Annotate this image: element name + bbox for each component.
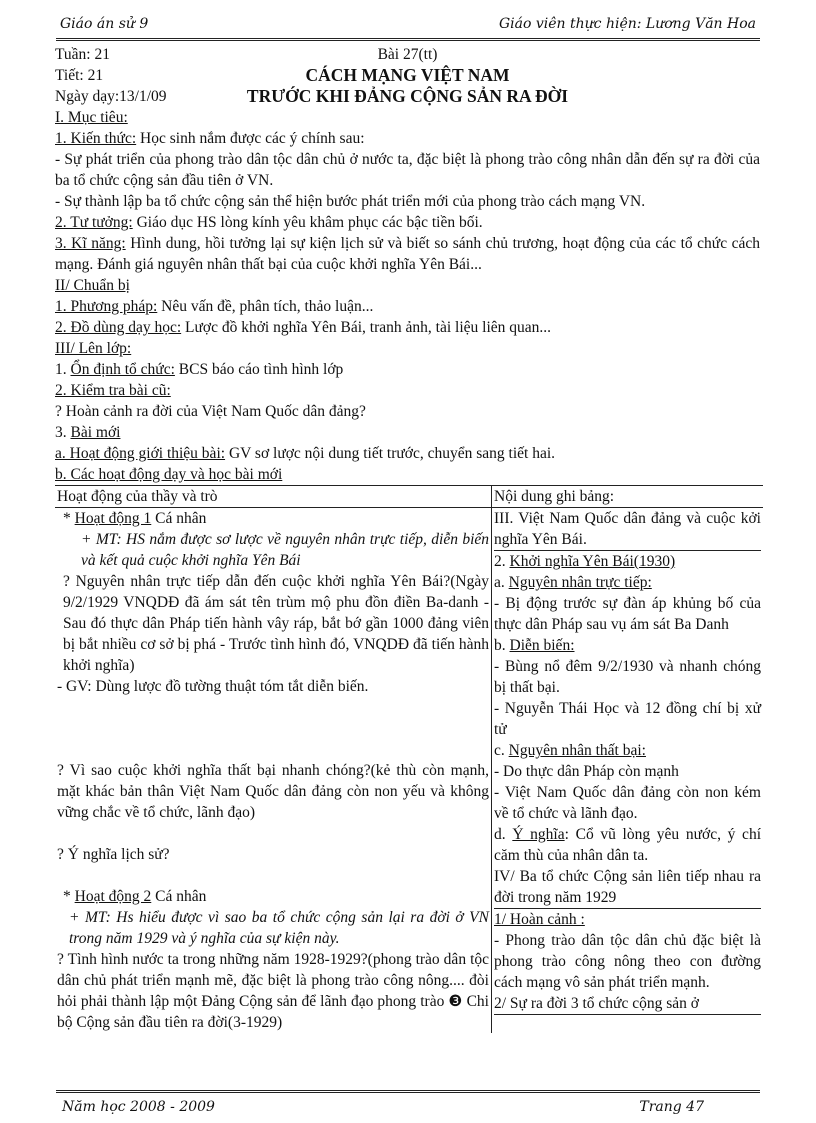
question-3: ? Ý nghĩa lịch sử? — [57, 846, 170, 863]
thought-row — [55, 212, 760, 233]
question-1: ? Nguyên nhân trực tiếp dẫn đến cuộc khởi nghĩa Yên Bái?(Ngày 9/2/1929 VNQDĐ đã ám sát tên trùm mộ phu đồn điền Ba-danh - Sau đó thực dân Pháp tiến hành vây ráp, bắt bớ gần 1000 đảng viên bị bắt nhiều cơ sở bị phá - Trước tình hình đó, VNQDĐ đã tiến hành khởi nghĩa) — [63, 573, 489, 674]
step2-label: 2. Kiểm tra bài cũ: — [55, 382, 171, 399]
meaning-text — [494, 824, 761, 866]
meta-row-3 — [55, 86, 760, 107]
objectives-heading — [55, 107, 760, 128]
events-heading — [494, 635, 761, 656]
col-header-board: Nội dung ghi bảng: — [492, 486, 764, 508]
table-body-row — [55, 508, 763, 1034]
cause-label: Nguyên nhân trực tiếp: — [508, 574, 652, 591]
events-text-1: - Bùng nổ đêm 9/2/1930 và nhanh chóng bị thất bại. — [494, 658, 761, 696]
method-row — [55, 296, 760, 317]
step1-row — [55, 359, 760, 380]
context-label: 1/ Hoàn cảnh : — [494, 911, 585, 928]
lesson-number: Bài 27(tt) — [377, 46, 438, 63]
footer-page-number: Trang 47 — [639, 1099, 704, 1115]
step1-text: BCS báo cáo tình hình lớp — [174, 361, 344, 378]
activity-1-label: Hoạt động 1 — [74, 510, 152, 527]
failure-heading — [494, 740, 761, 761]
spacer-3 — [57, 865, 489, 886]
teacher-note: - GV: Dùng lược đồ tường thuật tóm tắt diễn biến. — [57, 678, 369, 695]
tools-text: Lược đồ khởi nghĩa Yên Bái, tranh ảnh, tài liệu liên quan... — [181, 319, 552, 336]
step3-label: Bài mới — [70, 424, 121, 441]
knowledge-row — [55, 128, 760, 149]
tools-row — [55, 317, 760, 338]
failure-text-2: - Việt Nam Quốc dân đảng còn non kém về tổ chức và lãnh đạo. — [494, 784, 761, 822]
header-subject: Giáo án sử 9 — [60, 16, 149, 32]
activity-1-objective: + MT: HS nắm được sơ lược về nguyên nhân trực tiếp, diễn biến và kết quả cuộc khởi nghĩa Yên Bái — [81, 531, 489, 569]
tools-label: 2. Đồ dùng dạy học: — [55, 319, 182, 336]
step2-row — [55, 380, 760, 401]
objectives-heading-text: I. Mục tiêu: — [55, 109, 128, 126]
activity-1-heading — [57, 508, 489, 529]
activity-2-heading — [57, 886, 489, 907]
meaning-body: : Cổ vũ lòng yêu nước, ý chí căm thù của nhân dân ta. — [494, 826, 761, 864]
founding-heading: 2/ Sự ra đời 3 tổ chức cộng sản ở — [494, 993, 761, 1015]
uprising-prefix: 2. — [494, 553, 510, 570]
activities-column — [55, 508, 492, 1034]
knowledge-label: 1. Kiến thức: — [55, 130, 137, 147]
cause-text: - Bị động trước sự đàn áp khủng bố của thực dân Pháp sau vụ ám sát Ba Danh — [494, 595, 761, 633]
skill-paragraph — [55, 233, 760, 275]
meta-row-2 — [55, 65, 760, 86]
knowledge-point-1: - Sự phát triển của phong trào dân tộc dân chủ ở nước ta, đặc biệt là phong trào công nhân dẫn đến sự ra đời của ba tổ chức cộng sản đầu tiên ở VN. — [55, 151, 760, 189]
section-4-heading: IV/ Ba tổ chức Cộng sản liên tiếp nhau ra đời trong năm 1929 — [494, 866, 761, 909]
week-label: Tuần: 21 — [55, 46, 110, 63]
skill-label: 3. Kĩ năng: — [55, 235, 126, 252]
context-text: - Phong trào dân tộc dân chủ đặc biệt là phong trào công nông theo con đường cách mạng vô sản phát triển mạnh. — [494, 932, 761, 991]
events-text-2: - Nguyễn Thái Học và 12 đồng chí bị xử tử — [494, 700, 761, 738]
preparation-heading-text: II/ Chuẩn bị — [55, 277, 130, 294]
title-line-1: CÁCH MẠNG VIỆT NAM — [305, 65, 510, 85]
procedure-heading — [55, 338, 760, 359]
activity-1-star: * — [63, 510, 75, 527]
lesson-plan — [55, 44, 760, 1033]
step1-label: Ổn định tổ chức: — [70, 361, 175, 378]
board-column — [492, 508, 764, 1034]
events-label: Diễn biến: — [509, 637, 575, 654]
failure-label: Nguyên nhân thất bại: — [508, 742, 646, 759]
activity-2-label: Hoạt động 2 — [74, 888, 152, 905]
knowledge-text: Học sinh nắm được các ý chính sau: — [136, 130, 365, 147]
activity-2-star: * — [63, 888, 75, 905]
meaning-label: Ý nghĩa — [512, 826, 565, 843]
cause-prefix: a. — [494, 574, 509, 591]
intro-activity-text: GV sơ lược nội dung tiết trước, chuyển sang tiết hai. — [225, 445, 556, 462]
failure-prefix: c. — [494, 742, 509, 759]
main-activities-label: b. Các hoạt động dạy và học bài mới — [55, 466, 283, 483]
events-prefix: b. — [494, 637, 510, 654]
intro-activity-label: a. Hoạt động giới thiệu bài: — [55, 445, 226, 462]
header-teacher: Giáo viên thực hiện: Lương Văn Hoa — [498, 16, 756, 32]
intro-activity-row — [55, 443, 760, 464]
col-header-activities: Hoạt động của thầy và trò — [55, 486, 492, 508]
method-label: 1. Phương pháp: — [55, 298, 158, 315]
spacer-2 — [57, 823, 489, 844]
method-text: Nêu vấn đề, phân tích, thảo luận... — [157, 298, 374, 315]
activity-2-text: Cá nhân — [151, 888, 207, 905]
title-line-2: TRƯỚC KHI ĐẢNG CỘNG SẢN RA ĐỜI — [246, 86, 569, 106]
procedure-heading-text: III/ Lên lớp: — [55, 340, 132, 357]
context-heading — [494, 909, 761, 930]
activity-1-text: Cá nhân — [151, 510, 207, 527]
question-2: ? Vì sao cuộc khởi nghĩa thất bại nhanh chóng?(kẻ thù còn mạnh, mặt khác bản thân Việt Nam Quốc dân đảng còn non yếu và không vững chắc về tổ chức, lãnh đạo) — [57, 762, 489, 821]
page-footer — [56, 1090, 760, 1117]
step1-prefix: 1. — [55, 361, 71, 378]
failure-text-1: - Do thực dân Pháp còn mạnh — [494, 763, 679, 780]
activity-table — [55, 485, 763, 1033]
footer-school-year: Năm học 2008 - 2009 — [62, 1099, 215, 1115]
main-activities-row — [55, 464, 760, 485]
step3-row — [55, 422, 760, 443]
uprising-heading — [494, 551, 761, 572]
period-label: Tiết: 21 — [55, 67, 104, 84]
meta-row-1 — [55, 44, 760, 65]
date-label: Ngày dạy:13/1/09 — [55, 88, 167, 105]
cause-heading — [494, 572, 761, 593]
step2-question: ? Hoàn cảnh ra đời của Việt Nam Quốc dân đảng? — [55, 403, 366, 420]
activity-2-objective: + MT: Hs hiểu được vì sao ba tổ chức cộng sản lại ra đời ở VN trong năm 1929 và ý nghĩa của sự kiện này. — [69, 909, 489, 947]
thought-label: 2. Tư tưởng: — [55, 214, 133, 231]
question-4: ? Tình hình nước ta trong những năm 1928-1929?(phong trào dân tộc dân chủ phát triển mạnh mẽ, đặc biệt là phong trào công nông.... đòi hỏi phải thành lập một Đảng Cộng sản để lãnh đạo phong trào ❸ Chi bộ Cộng sản đầu tiên ra đời(3-1929) — [57, 951, 489, 1031]
meaning-prefix: d. — [494, 826, 513, 843]
section-3-heading: III. Việt Nam Quốc dân đảng và cuộc kởi nghĩa Yên Bái. — [494, 508, 761, 551]
table-header-row — [55, 486, 763, 508]
skill-text: Hình dung, hồi tưởng lại sự kiện lịch sử và biết so sánh chủ trương, hoạt động của các tổ chức cách mạng. Đánh giá nguyên nhân thất bại của cuộc khởi nghĩa Yên Bái... — [55, 235, 761, 273]
step3-prefix: 3. — [55, 424, 71, 441]
spacer-1 — [57, 697, 489, 760]
preparation-heading — [55, 275, 760, 296]
uprising-title: Khởi nghĩa Yên Bái(1930) — [509, 553, 676, 570]
knowledge-point-2: - Sự thành lập ba tổ chức cộng sản thể hiện bước phát triển mới của phong trào cách mạng VN. — [55, 193, 646, 210]
page-header — [56, 14, 760, 41]
thought-text: Giáo dục HS lòng kính yêu khâm phục các bậc tiền bối. — [132, 214, 483, 231]
